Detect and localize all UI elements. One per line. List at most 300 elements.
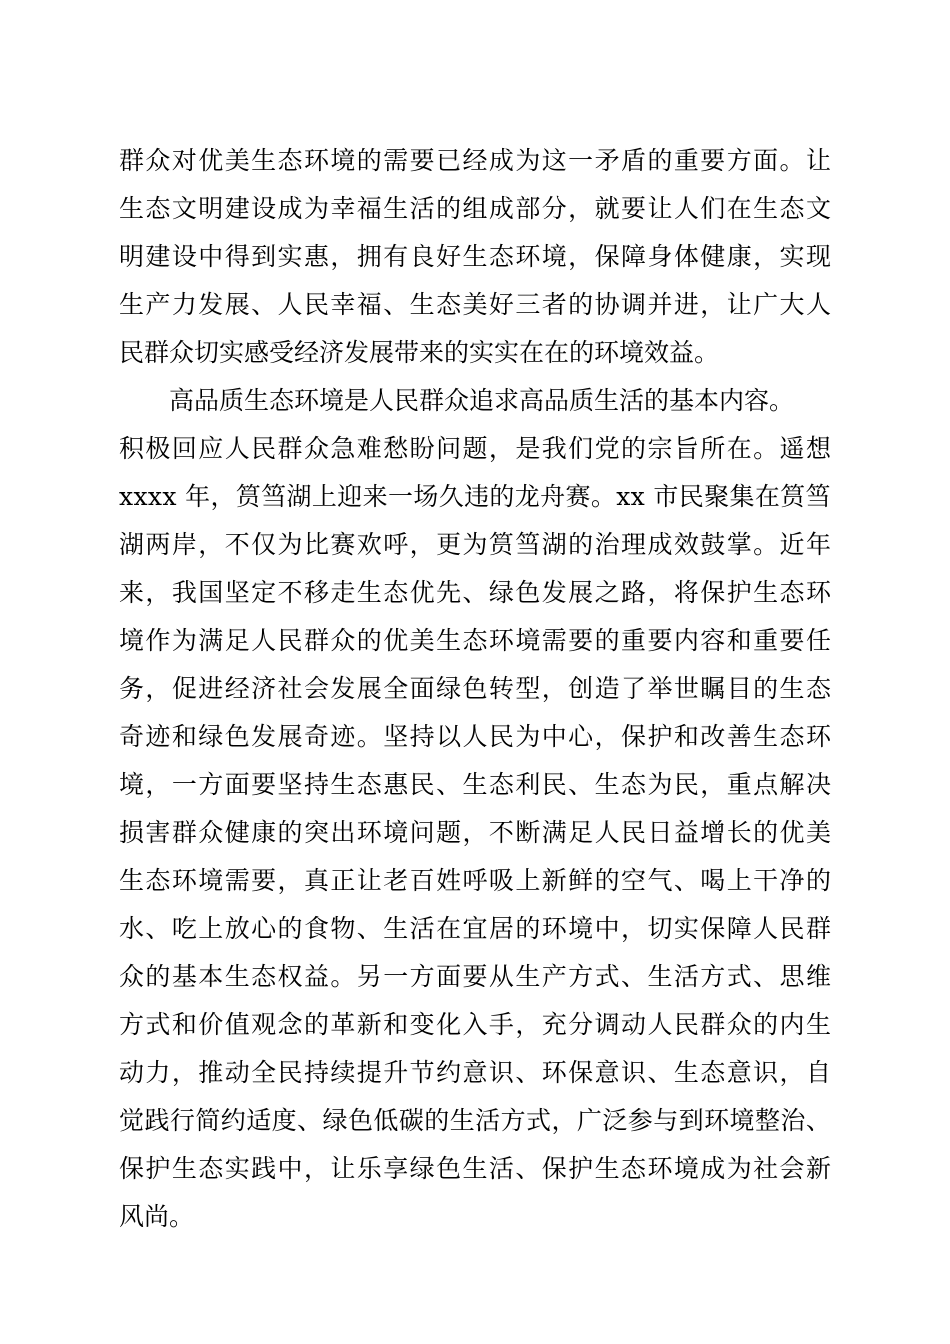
line-char: 展	[356, 674, 382, 703]
line-char: 一	[387, 482, 413, 511]
line-char: 理	[621, 530, 647, 559]
line-char: 重	[753, 626, 779, 655]
line-char: 福	[356, 194, 382, 223]
line-char: 的	[568, 290, 594, 319]
line-char: 产	[145, 290, 171, 319]
line-char: 的	[647, 146, 673, 175]
line-char: 泛	[602, 1106, 628, 1135]
line-char: 民	[678, 482, 704, 511]
line-char	[177, 473, 185, 521]
line-char: 、	[356, 914, 382, 943]
line-char: 务	[119, 674, 145, 703]
line-char: 幸	[330, 194, 356, 223]
line-char: 走	[330, 578, 356, 607]
line-char: 手	[488, 1010, 514, 1039]
line-char: 文	[171, 194, 197, 223]
line-char: 念	[277, 1010, 303, 1039]
line-char: 净	[779, 866, 805, 895]
line-char: 基	[171, 962, 197, 991]
line-char: 生	[383, 914, 409, 943]
line-char: ，	[145, 770, 171, 799]
line-char: 我	[541, 434, 567, 463]
line-char: 约	[436, 1058, 462, 1087]
line-char: 要	[621, 194, 647, 223]
line-char: 坚	[224, 578, 250, 607]
line-char: 湖	[119, 530, 145, 559]
line-char: 济	[251, 674, 277, 703]
line-char: 两	[145, 530, 171, 559]
line-char: 展	[277, 722, 303, 751]
line-char: 发	[251, 722, 277, 751]
line-char: 龙	[514, 482, 540, 511]
line-char: 问	[409, 818, 435, 847]
line-char: 美	[805, 818, 831, 847]
line-char: 路	[621, 578, 647, 607]
line-char: 好	[488, 290, 514, 319]
line-char: 充	[541, 1010, 567, 1039]
line-char: 态	[436, 290, 462, 319]
line-char: 从	[488, 962, 514, 991]
line-char: 人	[277, 290, 303, 319]
line-char: 内	[673, 626, 699, 655]
line-char: 喝	[700, 866, 726, 895]
line-char: 解	[779, 770, 805, 799]
line-char: 人	[673, 194, 699, 223]
line-char: 部	[515, 194, 541, 223]
line-char: 整	[754, 1106, 780, 1135]
text-line	[119, 1001, 831, 1049]
line-char: 绿	[198, 722, 224, 751]
line-char: 的	[594, 866, 620, 895]
line-char: 仅	[251, 530, 277, 559]
line-char: 人	[647, 1010, 673, 1039]
line-char: 切	[647, 914, 673, 943]
line-char: 成	[488, 146, 514, 175]
line-char: 造	[594, 674, 620, 703]
line-char: 民	[673, 1010, 699, 1039]
line-char: 居	[488, 914, 514, 943]
line-char: 要	[779, 626, 805, 655]
line-char: 力	[145, 1058, 171, 1087]
line-char: 让	[647, 194, 673, 223]
line-char: 群	[171, 818, 197, 847]
line-char: 要	[251, 866, 277, 895]
line-char: 生	[779, 674, 805, 703]
line-char: 所	[700, 434, 726, 463]
line-char: 和	[171, 1010, 197, 1039]
line-char: 要	[409, 146, 435, 175]
line-char: 鼓	[700, 530, 726, 559]
text-line	[119, 1193, 831, 1241]
line-char: 让	[805, 146, 831, 175]
line-char: 心	[251, 914, 277, 943]
line-char: 让	[726, 290, 752, 319]
line-char: 、	[753, 962, 779, 991]
line-char: 奇	[119, 722, 145, 751]
line-char: 文	[805, 194, 831, 223]
document-body	[119, 137, 831, 1241]
line-char: 优	[779, 818, 805, 847]
line-char: 态	[488, 242, 514, 271]
line-char: 生	[594, 1154, 620, 1183]
line-char: 众	[145, 146, 171, 175]
line-char: 益	[673, 818, 699, 847]
line-char: 的	[515, 914, 541, 943]
line-char: 们	[568, 434, 594, 463]
line-char: 中	[594, 914, 620, 943]
line-char: 广	[576, 1106, 602, 1135]
line-char: 明	[119, 242, 145, 271]
line-char: 重	[621, 626, 647, 655]
line-char: 广	[753, 290, 779, 319]
line-text: 风尚。	[119, 1202, 195, 1231]
line-char: 生	[251, 146, 277, 175]
line-char: 态	[779, 578, 805, 607]
line-char: 经	[224, 674, 250, 703]
line-char: 展	[568, 578, 594, 607]
line-char: 满	[198, 626, 224, 655]
line-char: 在	[726, 194, 752, 223]
line-char: 对	[171, 146, 197, 175]
text-line	[119, 233, 831, 281]
line-char: 拥	[356, 242, 382, 271]
line-char: 保	[621, 722, 647, 751]
line-char: 产	[541, 962, 567, 991]
line-char: 急	[330, 434, 356, 463]
line-char: 益	[303, 962, 329, 991]
line-char: 方	[119, 1010, 145, 1039]
line-char: 优	[383, 626, 409, 655]
line-char: 态	[145, 194, 171, 223]
line-char: 健	[700, 242, 726, 271]
line-char: 容	[700, 626, 726, 655]
text-line	[119, 905, 831, 953]
line-char: 群	[303, 626, 329, 655]
line-char: 发	[330, 674, 356, 703]
line-char: 的	[568, 530, 594, 559]
line-char: 护	[726, 578, 752, 607]
line-char: 的	[277, 914, 303, 943]
line-char: 觉	[119, 1106, 145, 1135]
line-char: 奇	[303, 722, 329, 751]
line-char: 境	[541, 242, 567, 271]
line-char: 食	[303, 914, 329, 943]
line-char: ，	[210, 482, 236, 511]
line-char: 举	[647, 674, 673, 703]
line-char: 的	[753, 674, 779, 703]
line-char: 为	[303, 194, 329, 223]
line-char: 环	[541, 914, 567, 943]
line-char: 成	[277, 194, 303, 223]
line-char: 中	[198, 242, 224, 271]
line-char: 我	[171, 578, 197, 607]
line-char: 上	[726, 866, 752, 895]
line-char: 组	[462, 194, 488, 223]
line-char: 为	[726, 1154, 752, 1183]
line-char: 优	[409, 578, 435, 607]
line-char: 建	[145, 242, 171, 271]
line-char: 生	[673, 1058, 699, 1087]
line-char: 需	[383, 146, 409, 175]
line-char: 态	[779, 194, 805, 223]
line-char: 生	[436, 626, 462, 655]
line-char: 的	[489, 482, 515, 511]
line-char: 定	[251, 578, 277, 607]
line-char: 治	[594, 530, 620, 559]
line-char: 不	[277, 578, 303, 607]
line-char: ，	[753, 242, 779, 271]
line-char: 福	[356, 290, 382, 319]
line-char: 人	[594, 818, 620, 847]
line-char: 筜	[261, 482, 287, 511]
line-char: 的	[753, 818, 779, 847]
line-char: 态	[621, 1154, 647, 1183]
line-char: 活	[409, 914, 435, 943]
line-char: 应	[198, 434, 224, 463]
line-char: 保	[594, 242, 620, 271]
line-char: 保	[700, 914, 726, 943]
line-char: 不	[488, 818, 514, 847]
line-char: 、	[462, 578, 488, 607]
line-char: 促	[171, 674, 197, 703]
line-char: 境	[568, 914, 594, 943]
line-char: 内	[779, 1010, 805, 1039]
line-char: 为	[277, 530, 303, 559]
line-char: 正	[330, 866, 356, 895]
line-char: 保	[700, 578, 726, 607]
line-char: 分	[568, 1010, 594, 1039]
line-char: 筼	[780, 482, 806, 511]
line-char: 生	[462, 1154, 488, 1183]
line-char: 、	[647, 1058, 673, 1087]
line-char: ，	[594, 722, 620, 751]
line-char: 的	[436, 194, 462, 223]
line-char: 简	[195, 1106, 221, 1135]
line-char: 善	[726, 722, 752, 751]
text-line	[119, 713, 831, 761]
line-char: 者	[541, 290, 567, 319]
line-char: 力	[171, 290, 197, 319]
line-char: 人	[805, 290, 831, 319]
line-char: 发	[198, 290, 224, 319]
line-char: 改	[700, 722, 726, 751]
line-char: 这	[541, 146, 567, 175]
line-char: 欢	[356, 530, 382, 559]
line-char: 赛	[330, 530, 356, 559]
line-char: 值	[224, 1010, 250, 1039]
line-char: 民	[303, 290, 329, 319]
line-char: 态	[356, 770, 382, 799]
line-char: 境	[673, 1154, 699, 1183]
line-char: 识	[753, 1058, 779, 1087]
line-char: 本	[198, 962, 224, 991]
line-char: 民	[541, 770, 567, 799]
line-char: 治	[780, 1106, 806, 1135]
line-char: 遥	[779, 434, 805, 463]
line-char: 式	[145, 1010, 171, 1039]
line-char: 要	[462, 962, 488, 991]
line-char: 社	[753, 1154, 779, 1183]
line-char: 群	[119, 146, 145, 175]
line-char: 和	[673, 722, 699, 751]
line-char: 分	[541, 194, 567, 223]
line-char: 日	[647, 818, 673, 847]
text-line	[119, 617, 831, 665]
line-char: 活	[409, 194, 435, 223]
line-char: 生	[224, 962, 250, 991]
line-char: 呼	[462, 866, 488, 895]
line-char: 、	[383, 290, 409, 319]
line-char: 群	[700, 1010, 726, 1039]
line-char: 足	[224, 626, 250, 655]
line-char: 的	[145, 962, 171, 991]
line-char: 调	[594, 1010, 620, 1039]
line-char: 中	[277, 1154, 303, 1183]
line-char: 生	[462, 770, 488, 799]
line-char: 湖	[541, 530, 567, 559]
line-char: 众	[198, 818, 224, 847]
line-char: 。	[753, 434, 779, 463]
line-char: 环	[303, 146, 329, 175]
line-char: 建	[224, 194, 250, 223]
line-char: 方	[700, 962, 726, 991]
line-char: 生	[805, 1010, 831, 1039]
line-char: 的	[594, 626, 620, 655]
line-char: 障	[621, 242, 647, 271]
line-char: 进	[198, 674, 224, 703]
line-char: 需	[541, 626, 567, 655]
line-char: 是	[515, 434, 541, 463]
line-char: 盼	[409, 434, 435, 463]
line-char: 的	[277, 818, 303, 847]
line-char: 境	[729, 1106, 755, 1135]
line-char: 生	[119, 194, 145, 223]
line-char: ，	[277, 866, 303, 895]
line-char: 为	[462, 530, 488, 559]
line-char: 行	[169, 1106, 195, 1135]
line-char: ，	[568, 242, 594, 271]
line-char: 节	[409, 1058, 435, 1087]
line-char: 就	[594, 194, 620, 223]
text-line	[119, 1049, 831, 1097]
text-line	[119, 809, 831, 857]
line-char: 障	[726, 914, 752, 943]
line-char: x	[133, 482, 148, 511]
line-char: 态	[145, 866, 171, 895]
line-char: 环	[515, 242, 541, 271]
line-char: 态	[277, 146, 303, 175]
line-char: 增	[700, 818, 726, 847]
line-char: 色	[436, 1154, 462, 1183]
line-char: 违	[464, 482, 490, 511]
line-char: 移	[303, 578, 329, 607]
line-char: 设	[251, 194, 277, 223]
text-line	[119, 761, 831, 809]
line-char: 绿	[409, 1154, 435, 1183]
line-char: 湖	[286, 482, 312, 511]
line-char: 老	[383, 866, 409, 895]
line-char: 参	[627, 1106, 653, 1135]
line-char: 环	[704, 1106, 730, 1135]
line-char: 岸	[171, 530, 197, 559]
line-char: 识	[488, 1058, 514, 1087]
line-char: 型	[515, 674, 541, 703]
line-text: 民群众切实感受经济发展带来的实实在在的环境效益。	[119, 338, 720, 367]
line-char: 度	[271, 1106, 297, 1135]
line-char: 观	[251, 1010, 277, 1039]
line-char: 色	[515, 578, 541, 607]
text-line	[119, 425, 831, 473]
line-char: 姓	[436, 866, 462, 895]
line-char: 之	[594, 578, 620, 607]
line-char: 坚	[277, 770, 303, 799]
line-char: 重	[673, 146, 699, 175]
line-char: 全	[383, 674, 409, 703]
line-char: 发	[541, 578, 567, 607]
line-char: 了	[621, 674, 647, 703]
line-char: 在	[436, 914, 462, 943]
line-char: 积	[119, 434, 145, 463]
line-char: 生	[515, 962, 541, 991]
line-char: 生	[119, 866, 145, 895]
line-char: 的	[621, 434, 647, 463]
line-char: 到	[251, 242, 277, 271]
line-char: ，	[779, 1058, 805, 1087]
line-char	[645, 473, 653, 521]
line-char: 任	[805, 626, 831, 655]
line-char: 掌	[726, 530, 752, 559]
line-char: ，	[541, 674, 567, 703]
line-char: 现	[805, 242, 831, 271]
line-char: 活	[673, 962, 699, 991]
line-char: 变	[409, 1010, 435, 1039]
line-char: 民	[277, 1058, 303, 1087]
line-char: 方	[500, 1106, 526, 1135]
line-char: 新	[805, 1154, 831, 1183]
line-char: 一	[383, 962, 409, 991]
line-char: 环	[171, 866, 197, 895]
line-char: 。	[356, 722, 382, 751]
line-char: 损	[119, 818, 145, 847]
line-char: 活	[475, 1106, 501, 1135]
line-char: 生	[383, 194, 409, 223]
line-char: 瞩	[700, 674, 726, 703]
line-char: 色	[347, 1106, 373, 1135]
line-char: 态	[198, 1154, 224, 1183]
line-char: 不	[224, 530, 250, 559]
line-char: 民	[673, 770, 699, 799]
line-char: 康	[251, 818, 277, 847]
line-char: 在	[754, 482, 780, 511]
line-char: 要	[647, 626, 673, 655]
line-char: 的	[424, 1106, 450, 1135]
line-char: ，	[621, 914, 647, 943]
line-char: 的	[805, 866, 831, 895]
line-char: 上	[198, 914, 224, 943]
line-char: 方	[198, 770, 224, 799]
line-char: 难	[356, 434, 382, 463]
line-char: 的	[356, 626, 382, 655]
line-char: 赛	[565, 482, 591, 511]
line-char: 筜	[515, 530, 541, 559]
line-char: ，	[145, 578, 171, 607]
line-char: 。	[590, 482, 616, 511]
line-char: 协	[594, 290, 620, 319]
line-char: 众	[303, 434, 329, 463]
line-char: 世	[673, 674, 699, 703]
line-char: 面	[224, 770, 250, 799]
line-char: 为	[171, 626, 197, 655]
